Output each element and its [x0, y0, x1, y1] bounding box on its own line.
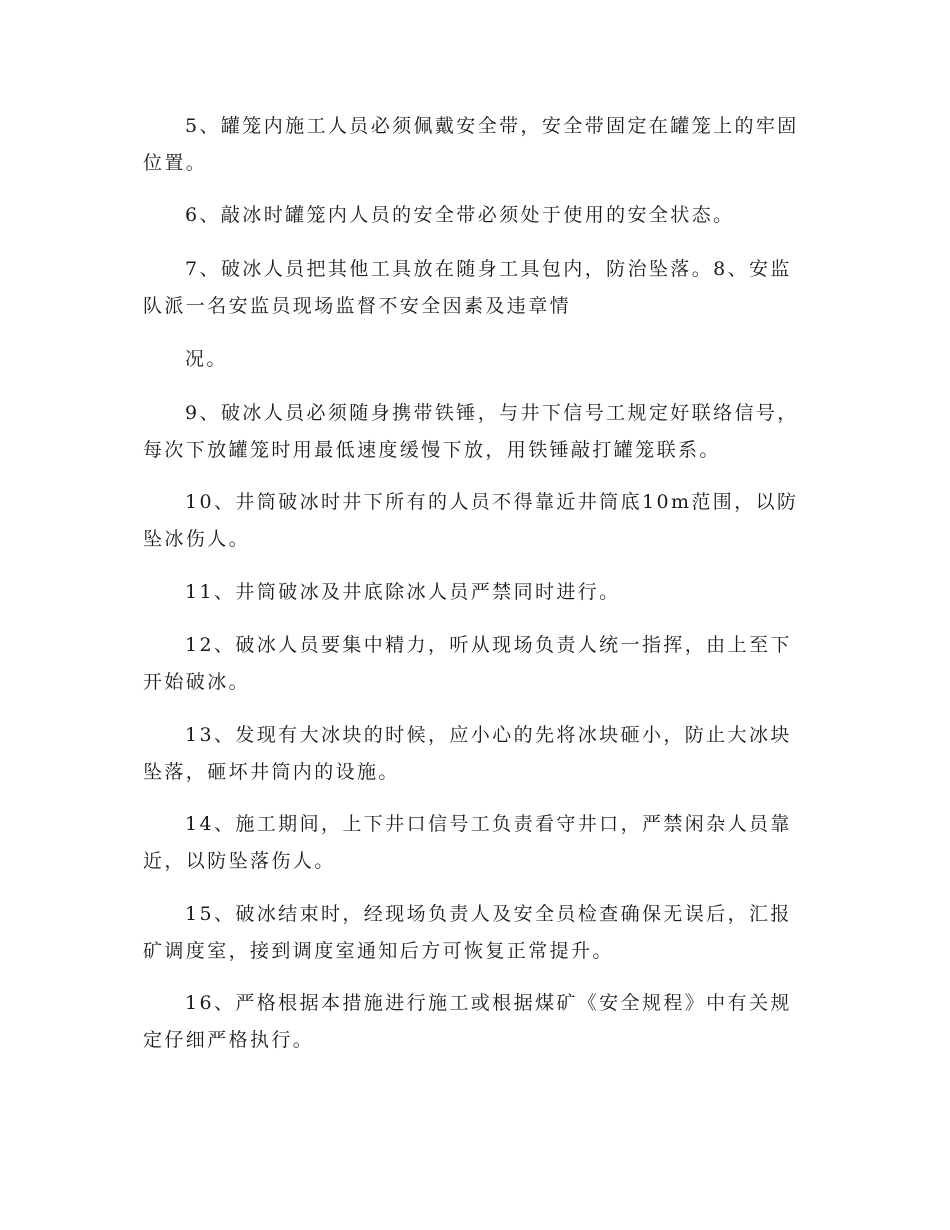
- paragraph-line: 队派一名安监员现场监督不安全因素及违章情: [143, 295, 572, 317]
- paragraph-item-5: [143, 108, 803, 182]
- paragraph-line: 每次下放罐笼时用最低速度缓慢下放，用铁锤敲打罐笼联系。: [143, 439, 721, 461]
- paragraph-item-10: [143, 484, 803, 558]
- paragraph-line: 5、罐笼内施工人员必须佩戴安全带，安全带固定在罐笼上的牢固: [185, 115, 799, 137]
- paragraph-line: 16、严格根据本措施进行施工或根据煤矿《安全规程》中有关规: [185, 992, 792, 1014]
- paragraph-line: 矿调度室，接到调度室通知后方可恢复正常提升。: [143, 940, 614, 962]
- paragraph-line: 12、破冰人员要集中精力，听从现场负责人统一指挥，由上至下: [185, 634, 792, 656]
- paragraph-line: 近，以防坠落伤人。: [143, 850, 336, 872]
- paragraph-line: 15、破冰结束时，经现场负责人及安全员检查确保无误后，汇报: [185, 903, 792, 925]
- paragraph-item-11: [143, 574, 803, 611]
- paragraph-item-14: [143, 806, 803, 880]
- paragraph-line: 13、发现有大冰块的时候，应小心的先将冰块砸小，防止大冰块: [185, 724, 792, 746]
- paragraph-item-9: [143, 395, 803, 469]
- paragraph-line: 10、井筒破冰时井下所有的人员不得靠近井筒底10m范围，以防: [185, 491, 799, 513]
- paragraph-item-6: [143, 197, 803, 234]
- paragraph-line: 定仔细严格执行。: [143, 1029, 315, 1051]
- paragraph-item-12: [143, 627, 803, 701]
- paragraph-line: 11、井筒破冰及井底除冰人员严禁同时进行。: [185, 581, 621, 603]
- paragraph-line: 6、敲冰时罐笼内人员的安全带必须处于使用的安全状态。: [185, 204, 735, 226]
- paragraph-item-15: [143, 896, 803, 970]
- paragraph-line: 7、破冰人员把其他工具放在随身工具包内，防治坠落。8、安监: [185, 258, 792, 280]
- paragraph-continuation: 况。: [185, 348, 228, 370]
- paragraph-line: 坠落，砸坏井筒内的设施。: [143, 761, 400, 783]
- paragraph-line: 位置。: [143, 152, 208, 174]
- paragraph-line: 9、破冰人员必须随身携带铁锤，与井下信号工规定好联络信号，: [185, 402, 799, 424]
- paragraph-item-7-8: [143, 251, 803, 325]
- paragraph-item-13: [143, 717, 803, 791]
- paragraph-item-16: [143, 985, 803, 1059]
- paragraph-line: 坠冰伤人。: [143, 528, 251, 550]
- paragraph-line: 开始破冰。: [143, 671, 251, 693]
- paragraph-line: 14、施工期间，上下井口信号工负责看守井口，严禁闲杂人员靠: [185, 813, 792, 835]
